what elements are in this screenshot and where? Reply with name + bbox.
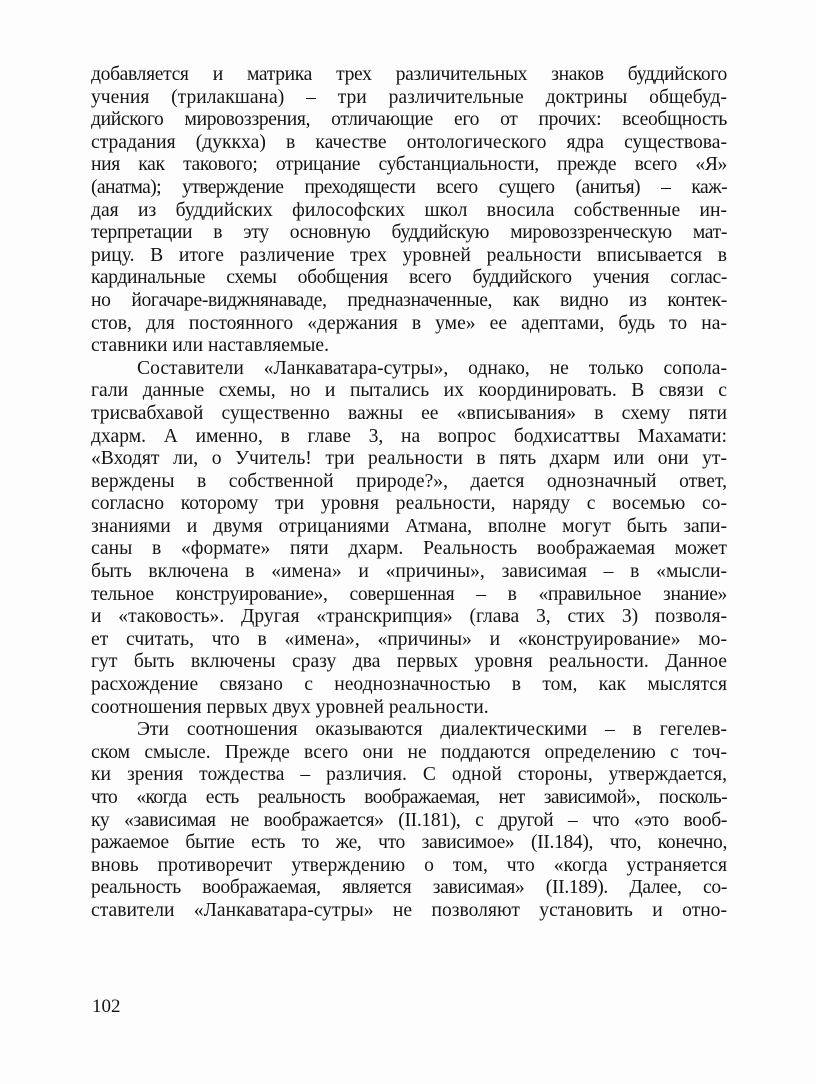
text-line: дхарм. А именно, в главе 3, на вопрос бодхисаттвы Махамати:: [91, 425, 727, 447]
text-line: стов, для постоянного «держания в уме» ее адептами, будь то на-: [91, 312, 727, 334]
text-line: согласно которому три уровня реальности, наряду с восемью со-: [91, 493, 727, 515]
text-line: гали данные схемы, но и пытались их координировать. В связи с: [91, 380, 727, 402]
text-line: быть включена в «имена» и «причины», зависимая – в «мысли-: [91, 561, 727, 583]
text-line: терпретации в эту основную буддийскую мировоззренческую мат-: [91, 222, 727, 244]
text-line: но йогачаре-виджнянаваде, предназначенные, как видно из контек-: [91, 289, 727, 311]
text-line: ния как такового; отрицание субстанциальности, прежде всего «Я»: [91, 154, 727, 176]
text-line: гут быть включены сразу два первых уровня реальности. Данное: [91, 651, 727, 673]
text-line: саны в «формате» пяти дхарм. Реальность воображаемая может: [91, 538, 727, 560]
paragraph-3: [91, 719, 727, 922]
text-line: Эти соотношения оказываются диалектическими – в гегелев-: [137, 719, 727, 741]
text-line: (анатма); утверждение преходящести всего сущего (анитья) – каж-: [91, 176, 727, 198]
text-line: ском смысле. Прежде всего они не поддаются определению с точ-: [91, 741, 727, 763]
text-line: добавляется и матрика трех различительных знаков буддийского: [91, 64, 727, 85]
text-line: Составители «Ланкаватара-сутры», однако, не только сопола-: [137, 357, 727, 379]
text-line: ки зрения тождества – различия. С одной стороны, утверждается,: [91, 764, 727, 786]
text-line: страдания (дуккха) в качестве онтологического ядра существова-: [91, 131, 727, 153]
paragraph-2: [91, 358, 727, 720]
text-line: «Входят ли, о Учитель! три реальности в пять дхарм или они ут-: [91, 448, 727, 470]
text-line: рицу. В итоге различение трех уровней реальности вписывается в: [91, 244, 727, 266]
text-line: верждены в собственной природе?», дается однозначный ответ,: [91, 470, 727, 492]
text-line: соотношения первых двух уровней реальности.: [91, 696, 489, 718]
text-line: дая из буддийских философских школ вносила собственные ин-: [91, 199, 727, 221]
text-line: ет считать, что в «имена», «причины» и «конструирование» мо-: [91, 628, 727, 650]
body-text: [91, 64, 727, 923]
text-line: расхождение связано с неоднозначностью в том, как мыслятся: [91, 674, 727, 696]
text-line: реальность воображаемая, является зависимая» (II.189). Далее, со-: [91, 877, 727, 899]
text-line: и «таковость». Другая «транскрипция» (глава 3, стих 3) позволя-: [91, 606, 727, 628]
text-line: дийского мировоззрения, отличающие его от прочих: всеобщность: [91, 109, 727, 131]
text-line: учения (трилакшана) – три различительные доктрины общебуд-: [91, 86, 727, 108]
text-line: ку «зависимая не воображается» (II.181), с другой – что «это вооб-: [91, 809, 727, 831]
text-line: ражаемое бытие есть то же, что зависимое» (II.184), что, конечно,: [91, 832, 727, 854]
text-line: что «когда есть реальность воображаемая, нет зависимой», посколь-: [91, 787, 727, 808]
text-line: ставники или наставляемые.: [91, 335, 329, 357]
text-line: тельное конструирование», совершенная – в «правильное знание»: [91, 583, 727, 605]
text-line: знаниями и двумя отрицаниями Атмана, вполне могут быть запи-: [91, 515, 727, 537]
text-line: ставители «Ланкаватара-сутры» не позволяют установить и отно-: [91, 899, 727, 921]
text-line: трисвабхавой существенно важны ее «вписывания» в схему пяти: [91, 402, 727, 424]
paragraph-1: [91, 64, 727, 358]
text-line: кардинальные схемы обобщения всего буддийского учения соглас-: [91, 267, 727, 289]
text-line: вновь противоречит утверждению о том, что «когда устраняется: [91, 854, 727, 876]
page-number: 102: [92, 996, 121, 1017]
